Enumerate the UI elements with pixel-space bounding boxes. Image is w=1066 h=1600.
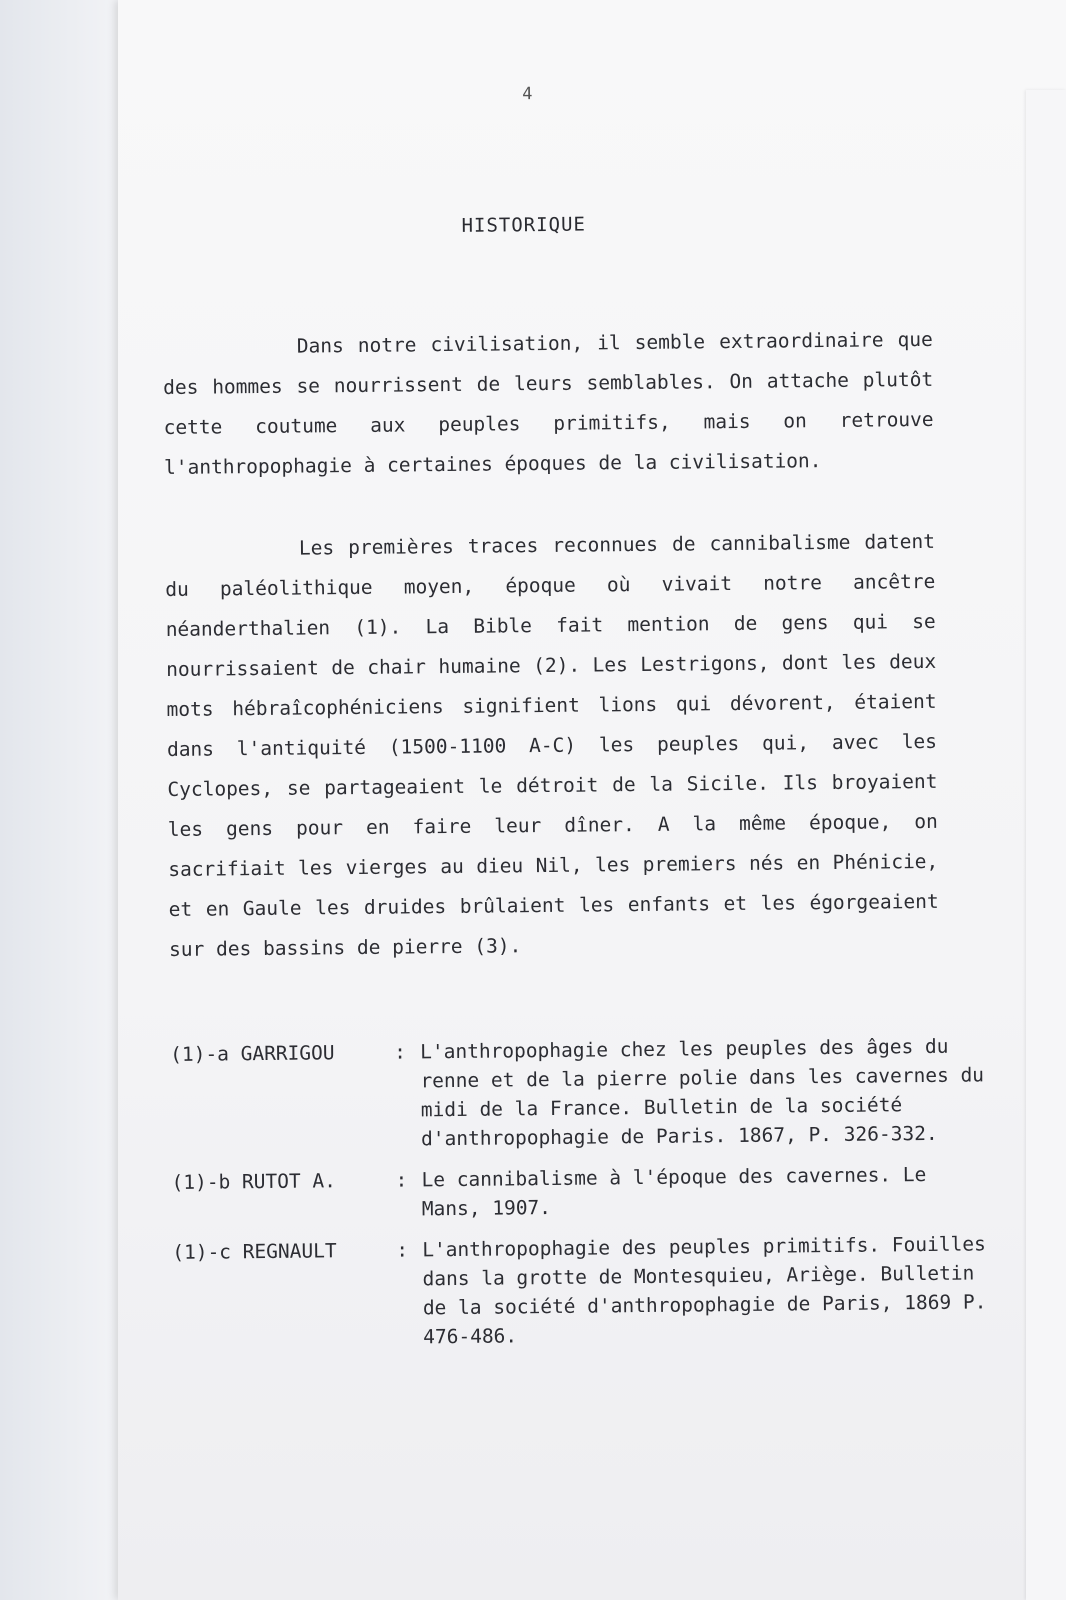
- paragraph-intro: Dans notre civilisation, il semble extraordinaire que des hommes se nourrissent de leurs semblables. On attache plutôt cette coutume aux peuples primitifs, mais on retrouve l'anthropophagie à certaines époques de la civilisation.: [163, 327, 934, 479]
- footnote-label: (1)-a GARRIGOU: [170, 1041, 335, 1066]
- page-number: 4: [522, 84, 533, 105]
- footnote-1b: [171, 1159, 992, 1226]
- footnote-1a: [170, 1031, 991, 1156]
- footnote-text: Le cannibalisme à l'époque des cavernes. Le Mans, 1907.: [421, 1163, 927, 1221]
- paragraph-first-traces: Les premières traces reconnues de cannibalisme datent du paléolithique moyen, époque où vivait notre ancêtre néanderthalien (1). La Bible fait mention de gens qui se nourrissaient de chair humaine (2). Les Lestrigons, dont les deux mots hébraîcophéniciens signifient lions qui dévorent, étaient dans l'antiquité (1500-1100 A-C) les peuples qui, avec les Cyclopes, se partageaient le détroit de la Sicile. Ils broyaient les gens pour en faire leur dîner. A la même époque, on sacrifiait les vierges au dieu Nil, les premiers nés en Phénicie, et en Gaule les druides brûlaient les enfants et les égorgeaient sur des bassins de pierre (3).: [165, 529, 939, 961]
- footnote-separator: :: [394, 1040, 407, 1064]
- footnotes: [170, 1031, 993, 1366]
- next-sheet-edge: [1026, 90, 1066, 1600]
- footnote-separator: :: [395, 1168, 408, 1192]
- footnote-separator: :: [396, 1238, 409, 1262]
- footnote-label: (1)-b RUTOT A.: [171, 1169, 337, 1194]
- footnote-label: (1)-c REGNAULT: [172, 1239, 337, 1264]
- page-title: HISTORIQUE: [461, 213, 587, 237]
- facing-page-edge: [0, 0, 120, 1600]
- footnote-text: L'anthropophagie chez les peuples des âges du renne et de la pierre polie dans les cavernes du midi de la France. Bulletin de la société d'anthropophagie de Paris. 1867, P. 326-332.: [420, 1034, 985, 1151]
- footnote-1c: [172, 1229, 993, 1354]
- footnote-text: L'anthropophagie des peuples primitifs. Fouilles dans la grotte de Montesquieu, Ariège. Bulletin de la société d'anthropophagie de Paris, 1869 P. 476-486.: [422, 1232, 987, 1349]
